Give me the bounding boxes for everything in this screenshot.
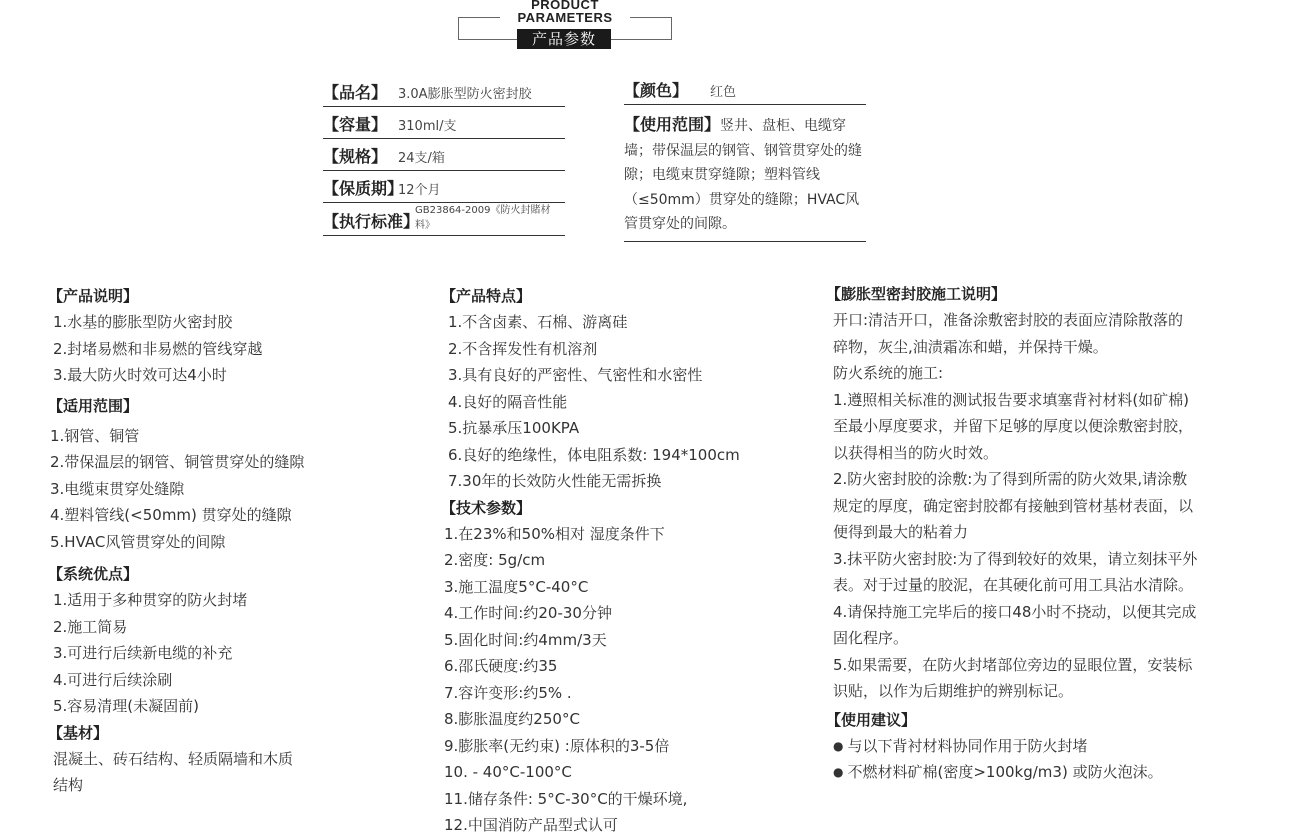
list-item: 3.具有良好的严密性、气密性和水密性 bbox=[448, 366, 703, 384]
list-item: 7.30年的长效防火性能无需拆换 bbox=[448, 472, 662, 490]
list-item: 5.抗暴承压100KPA bbox=[448, 419, 580, 437]
instruction-line: 开口:清洁开口，准备涂敷密封胶的表面应清除散落的 bbox=[833, 311, 1184, 329]
instruction-line: 固化程序。 bbox=[833, 629, 909, 647]
system-advantages-title: 【系统优点】 bbox=[48, 565, 139, 583]
list-item: 3.可进行后续新电缆的补充 bbox=[53, 644, 233, 662]
list-item: 1.在23%和50%相对 湿度条件下 bbox=[444, 524, 665, 543]
product-description-title: 【产品说明】 bbox=[48, 287, 139, 305]
header-title-en-line-2: PARAMETERS bbox=[517, 10, 613, 25]
instruction-line: 2.防火密封胶的涂敷:为了得到所需的防火效果,请涂敷 bbox=[833, 470, 1188, 488]
header-title-en bbox=[500, 0, 630, 24]
param-row-shelf-life bbox=[323, 176, 565, 203]
list-item: 11.储存条件: 5°C-30°C的干燥环境, bbox=[444, 789, 688, 808]
param-spec-value: 24支/箱 bbox=[398, 151, 445, 166]
param-usage-label: 【使用范围】 bbox=[624, 115, 721, 134]
list-item: 5.容易清理(未凝固前) bbox=[53, 697, 200, 715]
instruction-line: 1.遵照相关标准的测试报告要求填塞背衬材料(如矿棉) bbox=[833, 390, 1190, 409]
param-spec-label: 【规格】 bbox=[323, 147, 388, 166]
technical-parameters-title: 【技术参数】 bbox=[441, 498, 532, 517]
list-item: 5.固化时间:约4mm/3天 bbox=[444, 630, 607, 649]
scope-title: 【适用范围】 bbox=[48, 396, 139, 415]
param-usage-value: 竖井、盘柜、电缆穿墙；带保温层的钢管、钢管贯穿处的缝隙；电缆束贯穿缝隙；塑料管线（≤50mm）贯穿处的缝隙；HVAC风管贯穿处的间隙。 bbox=[624, 118, 862, 232]
param-shelf-label: 【保质期】 bbox=[323, 179, 404, 198]
param-standard-value: GB23864-2009《防火封賭材料》 bbox=[415, 205, 551, 231]
list-item: 3.施工温度5°C-40°C bbox=[444, 577, 589, 596]
list-item: 2.带保温层的钢管、铜管贯穿处的缝隙 bbox=[50, 453, 305, 471]
list-item: 8.膨胀温度约250°C bbox=[444, 710, 580, 728]
product-parameters-header bbox=[440, 0, 690, 56]
instruction-line: 以获得相当的防火时效。 bbox=[833, 443, 999, 462]
param-usage-block bbox=[624, 113, 866, 242]
instruction-line: 至最小厚度要求，并留下足够的厚度以便涂敷密封胶， bbox=[833, 417, 1194, 435]
param-row-spec bbox=[323, 144, 565, 171]
header-title-cn: 产品参数 bbox=[517, 29, 611, 49]
list-item: 2.封堵易燃和非易燃的管线穿越 bbox=[53, 339, 263, 358]
substrate-text-line-2: 结构 bbox=[53, 776, 84, 794]
param-standard-label: 【执行标准】 bbox=[323, 212, 420, 231]
list-item: 5.HVAC风管贯穿处的间隙 bbox=[50, 532, 226, 551]
usage-advice-title: 【使用建议】 bbox=[826, 710, 917, 729]
list-item: 10. - 40°C-100°C bbox=[444, 763, 572, 781]
param-name-value: 3.0A膨胀型防火密封胶 bbox=[398, 87, 532, 102]
middle-column bbox=[441, 283, 801, 839]
param-name-label: 【品名】 bbox=[323, 83, 388, 102]
list-item: 4.可进行后续涂刷 bbox=[53, 670, 173, 689]
param-shelf-value: 12个月 bbox=[398, 183, 441, 198]
list-item: 6.良好的绝缘性，体电阻系数: 194*100cm bbox=[448, 445, 740, 464]
instruction-line: 3.抹平防火密封胶:为了得到较好的效果，请立刻抹平外 bbox=[833, 549, 1198, 568]
param-row-capacity bbox=[323, 112, 565, 139]
instruction-line: 5.如果需要，在防火封堵部位旁边的显眼位置，安装标 bbox=[833, 655, 1193, 674]
list-item: 4.塑料管线(<50mm) 贯穿处的缝隙 bbox=[50, 506, 292, 524]
advice-bullet-item: ● 不燃材料矿棉(密度>100kg/m3) 或防火泡沫。 bbox=[833, 759, 1256, 786]
list-item: 9.膨胀率(无约束) :原体积的3-5倍 bbox=[444, 736, 670, 755]
param-row-name bbox=[323, 80, 565, 107]
param-color-label: 【颜色】 bbox=[624, 81, 689, 100]
list-item: 1.水基的膨胀型防火密封胶 bbox=[53, 313, 233, 331]
instruction-line: 4.请保持施工完毕后的接口48小时不挠动，以便其完成 bbox=[833, 602, 1197, 621]
param-capacity-label: 【容量】 bbox=[323, 115, 388, 134]
param-row-color bbox=[624, 78, 866, 105]
instruction-line: 便得到最大的粘着力 bbox=[833, 523, 969, 541]
instruction-line: 防火系统的施工: bbox=[833, 364, 944, 382]
list-item: 1.适用于多种贯穿的防火封堵 bbox=[53, 591, 248, 609]
instruction-line: 识贴，以作为后期维护的辨别标记。 bbox=[833, 682, 1074, 700]
product-features-title: 【产品特点】 bbox=[441, 287, 532, 305]
installation-instructions-title: 【膨胀型密封胶施工说明】 bbox=[826, 285, 1007, 303]
list-item: 4.良好的隔音性能 bbox=[448, 392, 568, 411]
list-item: 12.中国消防产品型式认可 bbox=[444, 816, 618, 834]
list-item: 2.施工简易 bbox=[53, 617, 128, 636]
param-row-standard bbox=[323, 205, 565, 236]
list-item: 2.不含挥发性有机溶剂 bbox=[448, 339, 598, 358]
advice-bullet-item: ● 与以下背衬材料协同作用于防火封堵 bbox=[833, 733, 1256, 760]
param-capacity-value: 310ml/支 bbox=[398, 119, 457, 134]
list-item: 1.钢管、铜管 bbox=[50, 426, 140, 445]
header-title-en-line-1: PRODUCT bbox=[531, 0, 599, 12]
list-item: 7.容许变形:约5% . bbox=[444, 683, 572, 702]
list-item: 2.密度: 5g/cm bbox=[444, 551, 546, 569]
instruction-line: 碎物，灰尘,油渍霜冻和蜡，并保持干燥。 bbox=[833, 337, 1108, 356]
list-item: 3.最大防火时效可达4小时 bbox=[53, 366, 227, 384]
substrate-title: 【基材】 bbox=[48, 723, 109, 742]
instruction-line: 表。对于过量的胶泥，在其硬化前可用工具沾水清除。 bbox=[833, 576, 1194, 594]
right-column bbox=[826, 281, 1256, 786]
list-item: 1.不含卤素、石棉、游离硅 bbox=[448, 313, 628, 331]
list-item: 3.电缆束贯穿处缝隙 bbox=[50, 479, 185, 498]
instruction-line: 规定的厚度，确定密封胶都有接触到管材基材表面，以 bbox=[833, 496, 1194, 515]
list-item: 6.邵氏硬度:约35 bbox=[444, 657, 558, 675]
list-item: 4.工作时间:约20-30分钟 bbox=[444, 604, 612, 622]
left-column bbox=[48, 283, 378, 799]
param-color-value: 红色 bbox=[710, 85, 737, 100]
substrate-text-line-1: 混凝土、砖石结构、轻质隔墙和木质 bbox=[53, 749, 294, 768]
